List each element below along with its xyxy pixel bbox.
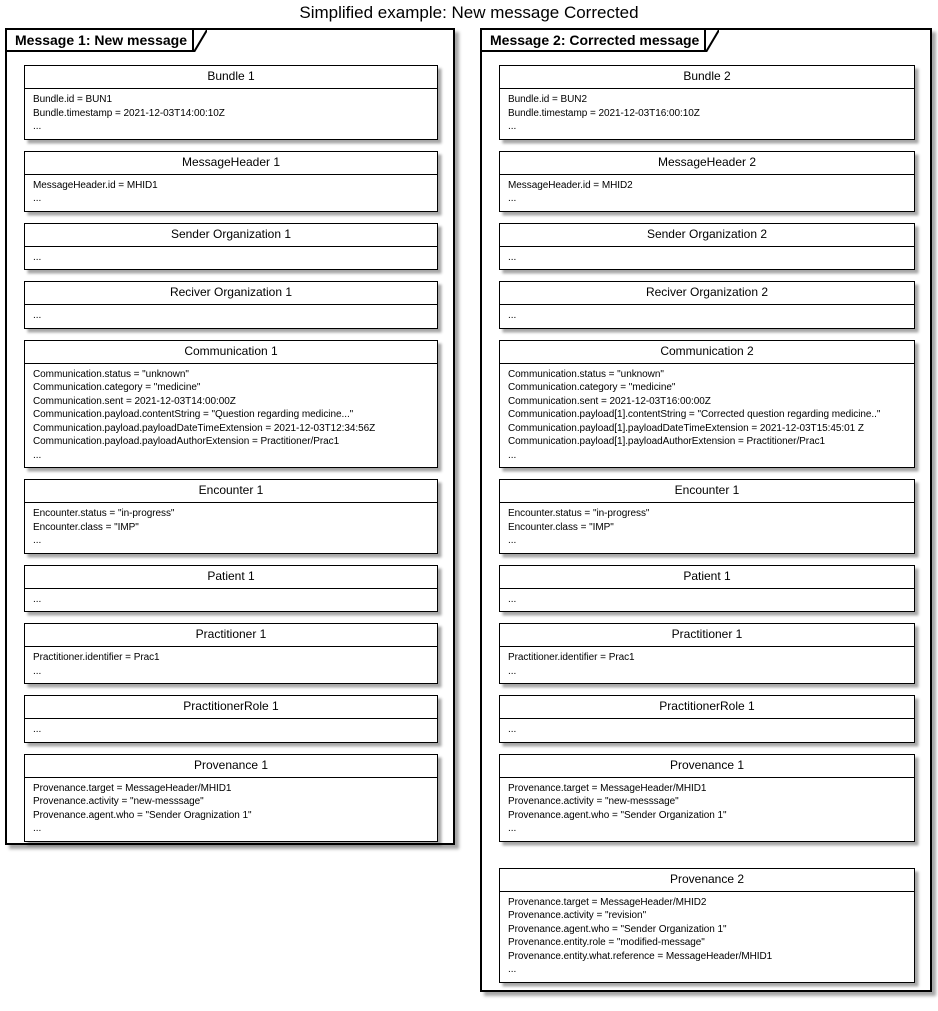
frame-message-1-tab — [7, 30, 207, 52]
object-practitioner-1 — [24, 623, 438, 684]
object-body — [500, 364, 914, 468]
object-body — [25, 364, 437, 468]
object-line: Communication.payload[1].payloadDateTimeExtension = 2021-12-03T15:45:01 Z — [508, 422, 864, 434]
object-line: Communication.payload[1].contentString = "Corrected question regarding medicine.." — [508, 409, 881, 420]
object-provenance-2 — [499, 868, 915, 983]
object-title: Communication 1 — [25, 341, 437, 364]
frame-tab-notch-icon — [194, 30, 207, 52]
object-line: Encounter.class = "IMP" — [33, 521, 139, 533]
frame-message-2-content — [482, 30, 930, 983]
object-line: Provenance.entity.what.reference = MessageHeader/MHID1 — [508, 950, 773, 962]
object-title: Bundle 1 — [25, 66, 437, 89]
object-messageheader-2 — [499, 151, 915, 212]
object-line: ... — [33, 251, 42, 263]
object-title: Practitioner 1 — [25, 624, 437, 647]
frame-tab-notch-icon — [706, 30, 719, 52]
object-line: Provenance.target = MessageHeader/MHID2 — [508, 896, 707, 908]
object-patient-1-msg2 — [499, 565, 915, 613]
object-line: Communication.payload.payloadAuthorExtension = Practitioner/Prac1 — [33, 436, 340, 447]
object-provenance-1 — [24, 754, 438, 842]
object-body — [25, 175, 437, 211]
object-line: Practitioner.identifier = Prac1 — [508, 652, 635, 663]
object-title: MessageHeader 2 — [500, 152, 914, 175]
object-body — [500, 305, 914, 328]
object-title: Sender Organization 1 — [25, 224, 437, 247]
object-line: MessageHeader.id = MHID2 — [508, 179, 633, 191]
object-line: ... — [33, 724, 42, 735]
object-line: Encounter.status = "in-progress" — [508, 508, 650, 519]
object-title: Provenance 1 — [500, 755, 914, 778]
object-body — [25, 247, 437, 270]
object-line: Communication.status = "unknown" — [508, 368, 664, 380]
object-line: ... — [508, 449, 517, 461]
object-line: Bundle.timestamp = 2021-12-03T14:00:10Z — [33, 107, 225, 119]
object-line: ... — [33, 449, 42, 461]
object-line: Communication.sent = 2021-12-03T16:00:00Z — [508, 395, 711, 407]
object-line: Bundle.timestamp = 2021-12-03T16:00:10Z — [508, 107, 700, 119]
object-bundle-2 — [499, 65, 915, 140]
object-line: ... — [33, 535, 42, 546]
object-line: Provenance.target = MessageHeader/MHID1 — [33, 782, 232, 794]
object-body — [500, 589, 914, 612]
object-practitionerrole-1 — [24, 695, 438, 743]
object-encounter-1-msg2 — [499, 479, 915, 554]
object-line: Encounter.status = "in-progress" — [33, 508, 175, 519]
object-line: Provenance.entity.role = "modified-message" — [508, 937, 705, 948]
object-practitioner-1-msg2 — [499, 623, 915, 684]
object-line: Provenance.activity = "revision" — [508, 910, 647, 921]
object-line: ... — [33, 665, 42, 677]
object-communication-1 — [24, 340, 438, 469]
object-messageheader-1 — [24, 151, 438, 212]
object-reciver-organization-1 — [24, 281, 438, 329]
object-body — [500, 175, 914, 211]
object-title: Reciver Organization 1 — [25, 282, 437, 305]
object-body — [500, 892, 914, 982]
object-line: ... — [508, 251, 517, 263]
object-communication-2 — [499, 340, 915, 469]
object-sender-organization-2 — [499, 223, 915, 271]
object-line: Bundle.id = BUN1 — [33, 94, 112, 105]
object-body — [25, 719, 437, 742]
object-title: MessageHeader 1 — [25, 152, 437, 175]
object-line: ... — [508, 823, 517, 834]
object-bundle-1 — [24, 65, 438, 140]
object-title: Encounter 1 — [500, 480, 914, 503]
object-line: Provenance.target = MessageHeader/MHID1 — [508, 782, 707, 794]
object-title: Reciver Organization 2 — [500, 282, 914, 305]
object-title: Communication 2 — [500, 341, 914, 364]
object-title: Patient 1 — [25, 566, 437, 589]
object-body — [25, 778, 437, 841]
object-title: Sender Organization 2 — [500, 224, 914, 247]
object-line: Communication.category = "medicine" — [508, 382, 676, 393]
object-line: Provenance.agent.who = "Sender Organization 1" — [508, 809, 727, 821]
object-line: ... — [508, 724, 517, 735]
object-line: Provenance.agent.who = "Sender Organization 1" — [508, 923, 727, 935]
object-line: Communication.payload.contentString = "Question regarding medicine..." — [33, 409, 354, 420]
frame-label: Message 1: New message — [7, 30, 194, 52]
object-line: Communication.payload[1].payloadAuthorExtension = Practitioner/Prac1 — [508, 436, 826, 447]
frame-message-2-tab — [482, 30, 719, 52]
object-line: ... — [33, 121, 42, 132]
object-title: Bundle 2 — [500, 66, 914, 89]
object-line: Provenance.activity = "new-messsage" — [508, 796, 679, 807]
object-line: ... — [508, 593, 517, 605]
object-line: Encounter.class = "IMP" — [508, 521, 614, 533]
object-provenance-1-msg2 — [499, 754, 915, 842]
object-line: Communication.payload.payloadDateTimeExtension = 2021-12-03T12:34:56Z — [33, 422, 376, 434]
object-title: Practitioner 1 — [500, 624, 914, 647]
object-title: PractitionerRole 1 — [25, 696, 437, 719]
object-line: ... — [508, 193, 517, 204]
object-title: Patient 1 — [500, 566, 914, 589]
diagram-canvas — [0, 28, 938, 992]
object-patient-1 — [24, 565, 438, 613]
object-sender-organization-1 — [24, 223, 438, 271]
object-line: Provenance.activity = "new-messsage" — [33, 796, 204, 807]
object-body — [25, 89, 437, 139]
object-line: ... — [508, 964, 517, 975]
object-line: ... — [33, 193, 42, 204]
object-body — [25, 589, 437, 612]
object-body — [500, 647, 914, 683]
object-line: Communication.sent = 2021-12-03T14:00:00Z — [33, 395, 236, 407]
object-body — [500, 247, 914, 270]
object-encounter-1 — [24, 479, 438, 554]
frame-label: Message 2: Corrected message — [482, 30, 706, 52]
object-title: Provenance 1 — [25, 755, 437, 778]
object-line: ... — [33, 593, 42, 605]
object-line: MessageHeader.id = MHID1 — [33, 179, 158, 191]
object-title: Encounter 1 — [25, 480, 437, 503]
object-body — [500, 719, 914, 742]
object-body — [500, 778, 914, 841]
object-body — [500, 89, 914, 139]
object-title: PractitionerRole 1 — [500, 696, 914, 719]
object-reciver-organization-2 — [499, 281, 915, 329]
object-body — [500, 503, 914, 553]
object-line: Provenance.agent.who = "Sender Oragnization 1" — [33, 809, 252, 821]
page-title: Simplified example: New message Corrected — [299, 3, 639, 22]
object-line: ... — [33, 310, 42, 321]
object-line: Bundle.id = BUN2 — [508, 94, 587, 105]
object-line: ... — [508, 535, 517, 546]
object-line: ... — [508, 310, 517, 321]
object-body — [25, 647, 437, 683]
object-line: ... — [508, 121, 517, 132]
object-line: Communication.category = "medicine" — [33, 382, 201, 393]
object-title: Provenance 2 — [500, 869, 914, 892]
object-body — [25, 305, 437, 328]
object-line: Practitioner.identifier = Prac1 — [33, 652, 160, 663]
object-line: ... — [33, 823, 42, 834]
object-line: ... — [508, 665, 517, 677]
frame-message-1 — [5, 28, 455, 845]
frame-message-2 — [480, 28, 932, 992]
object-body — [25, 503, 437, 553]
object-line: Communication.status = "unknown" — [33, 368, 189, 380]
frame-message-1-content — [7, 30, 453, 842]
object-practitionerrole-1-msg2 — [499, 695, 915, 743]
